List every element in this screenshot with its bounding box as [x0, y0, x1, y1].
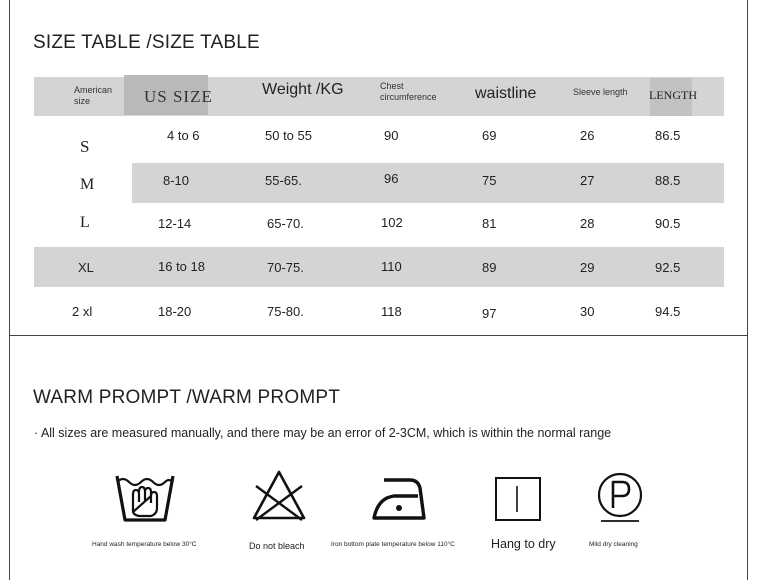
us-size-cell: 4 to 6	[167, 128, 200, 143]
header-weight: Weight /KG	[262, 81, 344, 98]
hand-wash-icon	[113, 470, 177, 529]
weight-cell: 65-70.	[267, 216, 304, 231]
weight-cell: 75-80.	[267, 304, 304, 319]
sleeve-cell: 28	[580, 216, 595, 231]
sleeve-cell: 26	[580, 128, 595, 143]
warm-prompt-title: WARM PROMPT /WARM PROMPT	[33, 387, 341, 408]
section-divider	[9, 335, 748, 336]
header-us-size: US SIZE	[144, 87, 213, 106]
waist-cell: 89	[482, 260, 497, 275]
size-cell: XL	[78, 260, 94, 275]
chest-cell: 118	[381, 304, 402, 319]
iron-icon	[370, 474, 428, 529]
hang-dry-caption: Hang to dry	[491, 537, 556, 551]
us-size-cell: 18-20	[158, 304, 192, 319]
hand-wash-caption: Hand wash temperature below 30°C	[92, 541, 197, 548]
header-waistline: waistline	[475, 85, 537, 102]
waist-cell: 69	[482, 128, 497, 143]
us-size-cell: 16 to 18	[158, 259, 205, 274]
length-cell: 90.5	[655, 216, 681, 231]
sleeve-cell: 29	[580, 260, 595, 275]
dry-clean-icon	[595, 470, 645, 529]
length-cell: 94.5	[655, 304, 681, 319]
header-american-size: American size	[74, 85, 113, 106]
row-band-m	[132, 163, 724, 203]
header-sleeve-length: Sleeve length	[573, 87, 628, 97]
no-bleach-icon	[250, 468, 308, 527]
size-cell: S	[80, 137, 90, 156]
us-size-cell: 12-14	[158, 216, 192, 231]
measurement-note: · All sizes are measured manually, and there may be an error of 2-3CM, which is within the normal range	[34, 426, 612, 440]
length-cell: 86.5	[655, 128, 681, 143]
sleeve-cell: 30	[580, 304, 595, 319]
chest-cell: 90	[384, 128, 399, 143]
hang-dry-icon	[494, 476, 542, 527]
dry-clean-caption: Mild dry cleaning	[589, 541, 638, 548]
length-cell: 88.5	[655, 173, 681, 188]
row-band-xl	[34, 247, 724, 287]
size-cell: 2 xl	[72, 304, 93, 319]
sleeve-cell: 27	[580, 173, 595, 188]
weight-cell: 50 to 55	[265, 128, 312, 143]
size-table-title: SIZE TABLE /SIZE TABLE	[33, 32, 260, 53]
size-cell: L	[80, 214, 90, 231]
chest-cell: 96	[384, 171, 399, 186]
length-cell: 92.5	[655, 260, 681, 275]
weight-cell: 70-75.	[267, 260, 304, 275]
us-size-cell: 8-10	[163, 173, 190, 188]
weight-cell: 55-65.	[265, 173, 302, 188]
no-bleach-caption: Do not bleach	[249, 541, 305, 551]
header-length: LENGTH	[649, 88, 697, 102]
waist-cell: 81	[482, 216, 497, 231]
waist-cell: 75	[482, 173, 497, 188]
chest-cell: 102	[381, 215, 403, 230]
iron-caption: Iron bottom plate temperature below 110°C	[331, 541, 455, 548]
waist-cell: 97	[482, 306, 497, 321]
chest-cell: 110	[381, 259, 402, 274]
header-chest: Chest circumference	[380, 81, 437, 102]
size-cell: M	[80, 176, 95, 193]
